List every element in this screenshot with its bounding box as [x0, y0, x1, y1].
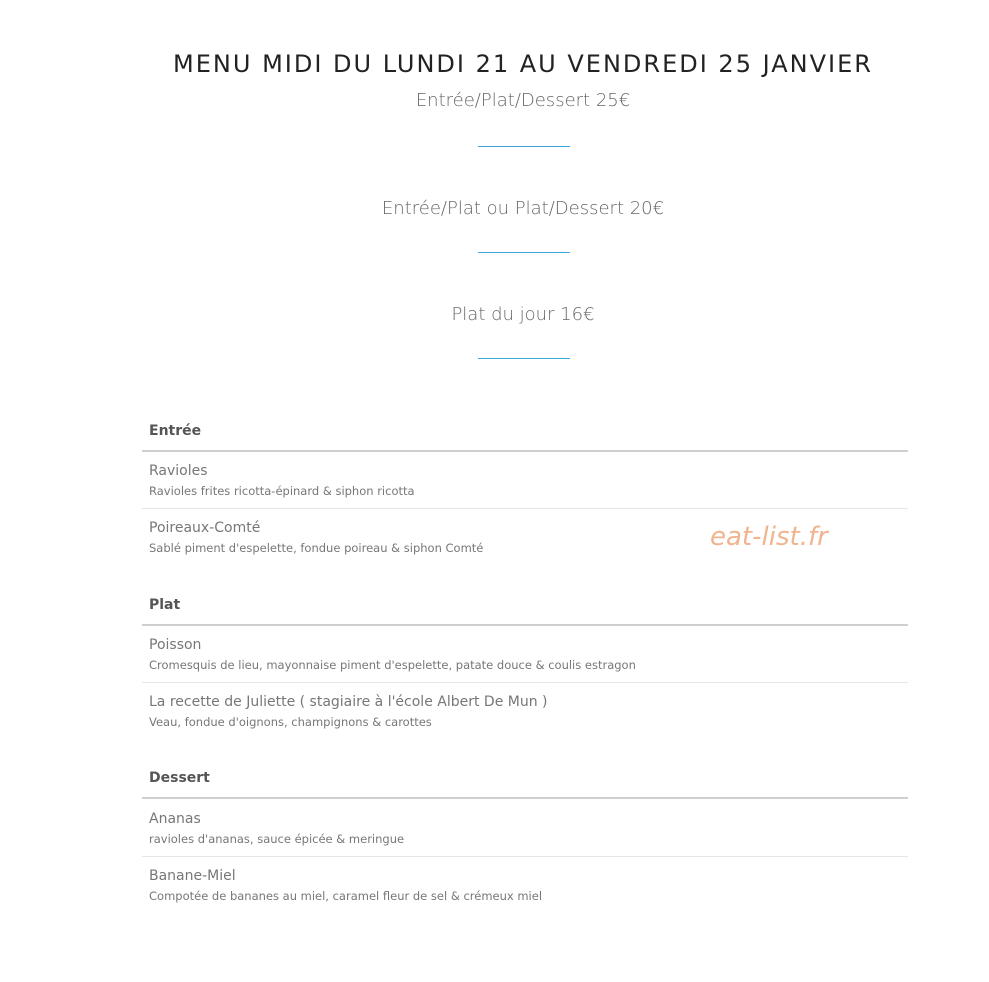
price-option-1	[0, 90, 989, 111]
item-description: Cromesquis de lieu, mayonnaise piment d'espelette, patate douce & coulis estragon	[149, 658, 636, 672]
price-label: Plat du jour 16€	[451, 304, 595, 325]
price-label: Entrée/Plat/Dessert 25€	[415, 90, 631, 111]
item-description: Ravioles frites ricotta-épinard & siphon ricotta	[149, 484, 415, 498]
item-divider	[142, 856, 908, 857]
price-option-3	[0, 304, 989, 325]
price-option-2	[0, 198, 989, 219]
section-title-plat: Plat	[149, 597, 181, 613]
watermark-text: eat-list.fr	[710, 522, 828, 552]
menu-item	[149, 810, 899, 847]
section-divider	[142, 797, 908, 799]
item-name: Banane-Miel	[149, 868, 236, 884]
item-name: Ananas	[149, 811, 201, 827]
section-title-entree: Entrée	[149, 423, 202, 439]
section-title-dessert: Dessert	[149, 770, 210, 786]
item-name: Poisson	[149, 637, 202, 653]
item-description: Compotée de bananes au miel, caramel fleur de sel & crémeux miel	[149, 889, 543, 903]
item-description: Veau, fondue d'oignons, champignons & carottes	[149, 715, 432, 729]
section-divider	[142, 624, 908, 626]
price-divider	[478, 358, 570, 359]
item-divider	[142, 508, 908, 509]
menu-title: MENU MIDI DU LUNDI 21 AU VENDREDI 25 JANVIER	[173, 50, 873, 78]
price-divider	[478, 252, 570, 253]
item-name: Ravioles	[149, 463, 208, 479]
menu-item	[149, 867, 899, 904]
menu-item	[149, 636, 899, 673]
item-name: La recette de Juliette ( stagiaire à l'école Albert De Mun )	[149, 694, 548, 710]
item-description: Sablé piment d'espelette, fondue poireau & siphon Comté	[149, 541, 484, 555]
section-divider	[142, 450, 908, 452]
price-label: Entrée/Plat ou Plat/Dessert 20€	[381, 198, 665, 219]
item-description: ravioles d'ananas, sauce épicée & meringue	[149, 832, 405, 846]
menu-item	[149, 693, 899, 730]
price-divider	[478, 146, 570, 147]
item-name: Poireaux-Comté	[149, 520, 261, 536]
menu-item	[149, 462, 899, 499]
item-divider	[142, 682, 908, 683]
